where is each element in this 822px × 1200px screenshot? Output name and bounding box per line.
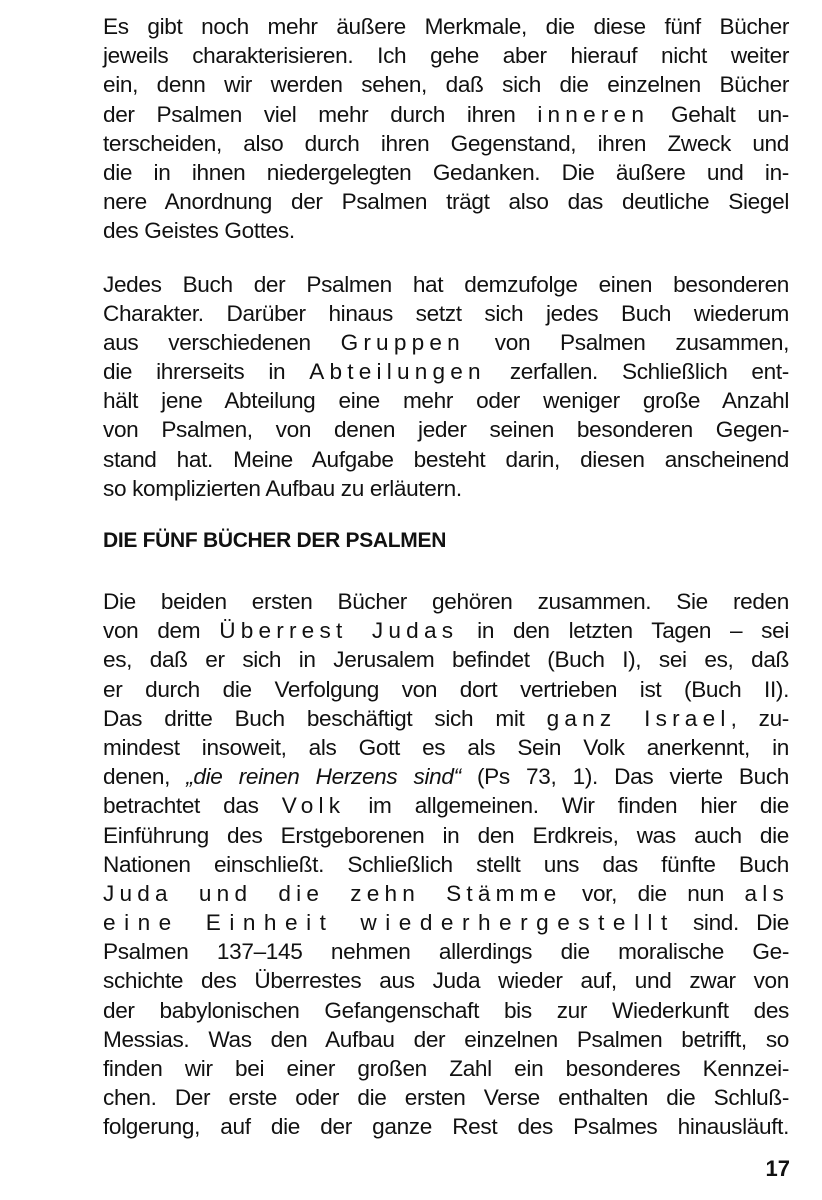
text-line: er durch die Verfolgung von dort vertrieben ist (Buch II). — [103, 676, 789, 702]
text-run: Gehalt un- — [671, 101, 789, 127]
text-line: des Geistes Gottes. — [103, 218, 295, 244]
section-heading: DIE FÜNF BÜCHER DER PSALMEN — [103, 529, 447, 552]
page-number: 17 — [765, 1156, 790, 1181]
text-line — [103, 908, 789, 937]
emphasized-spaced-word: Juda und die zehn Stämme — [103, 880, 562, 906]
text-line — [103, 100, 789, 129]
text-run: von dem — [103, 618, 201, 644]
text-run: zerfallen. Schließlich ent- — [509, 359, 789, 385]
text-run: Das dritte Buch beschäftigt sich mit — [103, 705, 525, 731]
text-line: von Psalmen, von denen jeder seinen besonderen Gegen- — [103, 417, 789, 443]
text-line: mindest insoweit, als Gott es als Sein Volk anerkennt, in — [103, 734, 789, 760]
text-line — [103, 328, 789, 357]
text-line: Messias. Was den Aufbau der einzelnen Psalmen betrifft, so — [103, 1026, 789, 1052]
text-run: die ihrerseits in — [103, 359, 286, 385]
text-line: Jedes Buch der Psalmen hat demzufolge einen besonderen — [103, 271, 789, 297]
emphasized-spaced-word: Gruppen — [340, 329, 465, 355]
text-line: Psalmen 137–145 nehmen allerdings die moralische Ge- — [103, 939, 789, 965]
text-line: jeweils charakterisieren. Ich gehe aber hierauf nicht weiter — [103, 43, 789, 69]
emphasized-spaced-word: eine Einheit wiederhergestellt — [103, 910, 676, 936]
emphasized-spaced-word: als — [744, 880, 789, 906]
text-line: terscheiden, also durch ihren Gegenstand, ihren Zweck und — [103, 130, 789, 156]
paragraph-3 — [103, 587, 789, 1142]
emphasized-spaced-word: Volk — [281, 793, 346, 819]
text-line: es, daß er sich in Jerusalem befindet (Buch I), sei es, daß — [103, 647, 789, 673]
emphasized-spaced-word: ganz Israel — [546, 705, 731, 731]
page-body — [103, 12, 789, 1166]
emphasized-spaced-word: Abteilungen — [309, 359, 486, 385]
text-line: folgerung, auf die der ganze Rest des Psalmes hinausläuft. — [103, 1114, 789, 1140]
text-line: hält jene Abteilung eine mehr oder weniger große Anzahl — [103, 388, 789, 414]
text-line: ein, denn wir werden sehen, daß sich die einzelnen Bücher — [103, 72, 789, 98]
text-line: die in ihnen niedergelegten Gedanken. Die äußere und in- — [103, 159, 789, 185]
text-line: Charakter. Darüber hinaus setzt sich jedes Buch wiederum — [103, 300, 789, 326]
text-line — [103, 616, 789, 645]
text-run: vor, die nun — [582, 880, 724, 906]
text-line: Es gibt noch mehr äußere Merkmale, die diese fünf Bücher — [103, 14, 789, 39]
emphasized-spaced-word: inneren — [537, 101, 650, 127]
text-run: in den letzten Tagen – sei — [477, 618, 789, 644]
text-run: im allgemeinen. Wir finden hier die — [368, 793, 789, 819]
text-line: Die beiden ersten Bücher gehören zusammen. Sie reden — [103, 589, 789, 614]
text-line: finden wir bei einer großen Zahl ein besonderes Kennzei- — [103, 1056, 789, 1081]
paragraph-2 — [103, 270, 789, 504]
text-line — [103, 357, 789, 386]
text-run: , zu- — [730, 705, 789, 731]
text-line: nere Anordnung der Psalmen trägt also das deutliche Siegel — [103, 189, 789, 215]
text-run: der Psalmen viel mehr durch ihren — [103, 101, 516, 127]
text-run: aus verschiedenen — [103, 329, 311, 355]
text-line: Einführung des Erstgeborenen in den Erdkreis, was auch die — [103, 822, 789, 848]
text-line: der babylonischen Gefangenschaft bis zur Wiederkunft des — [103, 997, 789, 1023]
text-line: stand hat. Meine Aufgabe besteht darin, diesen anscheinend — [103, 446, 789, 472]
text-line — [103, 791, 789, 820]
text-line: Nationen einschließt. Schließlich stellt uns das fünfte Buch — [103, 851, 789, 877]
text-run: (Ps 73, 1). Das vierte Buch — [477, 764, 789, 790]
text-run: sind. Die — [692, 910, 789, 936]
text-line — [103, 879, 789, 908]
text-run: betrachtet das — [103, 793, 259, 819]
text-line: schichte des Überrestes aus Juda wieder auf, und zwar von — [103, 968, 789, 994]
text-line — [103, 704, 789, 733]
emphasized-spaced-word: Überrest Judas — [219, 618, 459, 644]
text-run: von Psalmen zusammen, — [494, 329, 789, 355]
text-line — [103, 762, 789, 791]
italic-quote: „die reinen Herzens sind“ — [186, 764, 461, 790]
text-line: so komplizierten Aufbau zu erläutern. — [103, 475, 462, 501]
text-line: chen. Der erste oder die ersten Verse enthalten die Schluß- — [103, 1085, 789, 1111]
paragraph-1 — [103, 12, 789, 246]
text-run: denen, — [103, 764, 171, 790]
